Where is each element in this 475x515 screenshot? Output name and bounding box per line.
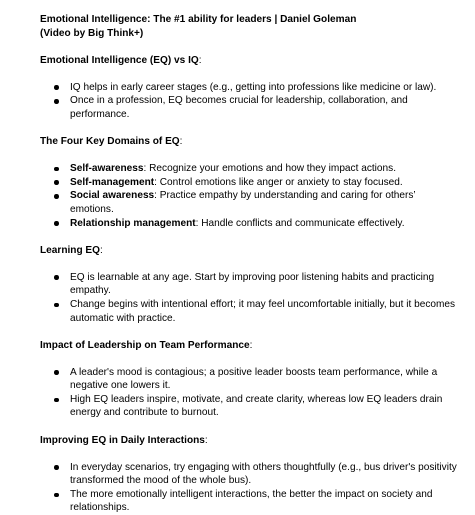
section-heading-colon: :: [204, 434, 208, 446]
list-item-text: The more emotionally intelligent interactions, the better the impact on society and relationships.: [70, 488, 433, 514]
bullet-icon: [54, 99, 59, 104]
bullet-icon: [54, 221, 59, 226]
bullet-icon: [54, 85, 59, 90]
list-item: [40, 488, 460, 515]
list-item: [40, 94, 460, 121]
section-heading-text: Improving EQ in Daily Interactions: [40, 434, 205, 446]
bullet-icon: [54, 180, 59, 185]
bullet-icon: [54, 167, 59, 172]
bullet-list: [40, 461, 460, 515]
section-heading: [40, 339, 460, 353]
bullet-list: [40, 366, 460, 420]
list-item-text: : Handle conflicts and communicate effectively.: [195, 217, 405, 229]
bullet-icon: [54, 275, 59, 280]
bullet-icon: [54, 194, 59, 199]
list-item: [40, 461, 460, 488]
section-heading-colon: :: [198, 54, 202, 66]
bullet-icon: [54, 303, 59, 308]
document-subtitle: (Video by Big Think+): [40, 27, 144, 39]
section-heading-text: The Four Key Domains of EQ: [40, 136, 180, 148]
bullet-icon: [54, 398, 59, 403]
bullet-icon: [54, 370, 59, 375]
section-heading-text: Emotional Intelligence (EQ) vs IQ: [40, 54, 199, 66]
list-item-text: Once in a profession, EQ becomes crucial for leadership, collaboration, and performance.: [70, 95, 408, 120]
section-heading: [40, 54, 460, 68]
list-item: [40, 217, 460, 231]
list-item-text: Change begins with intentional effort; it may feel uncomfortable initially, but it becomes automatic with practice.: [70, 298, 456, 324]
list-item: [40, 176, 460, 190]
bullet-list: [40, 81, 460, 122]
list-item-text: : Control emotions like anger or anxiety to stay focused.: [154, 176, 403, 188]
list-item-lead: Relationship management: [70, 217, 196, 229]
section-heading-colon: :: [179, 136, 183, 148]
list-item-text: : Practice empathy by understanding and caring for others’ emotions.: [70, 190, 416, 215]
section-heading-colon: :: [100, 244, 103, 256]
section-heading-text: Learning EQ: [40, 244, 101, 256]
list-item: [40, 366, 460, 393]
bullet-list: [40, 271, 460, 325]
list-item-lead: Social awareness: [70, 190, 155, 202]
list-item-text: High EQ leaders inspire, motivate, and create clarity, whereas low EQ leaders drain energy and contribute to burnout.: [70, 393, 443, 419]
list-item-text: EQ is learnable at any age. Start by improving poor listening habits and practicing empathy.: [70, 271, 435, 297]
bullet-icon: [54, 465, 59, 470]
list-item-text: : Recognize your emotions and how they impact actions.: [143, 163, 396, 175]
list-item: [40, 162, 460, 176]
bullet-icon: [54, 493, 59, 498]
section-heading-colon: :: [249, 339, 253, 351]
list-item-text: IQ helps in early career stages (e.g., getting into professions like medicine or law).: [70, 81, 437, 93]
list-item-lead: Self-awareness: [70, 163, 144, 175]
list-item: [40, 298, 460, 325]
list-item: [40, 189, 460, 216]
section-heading: [40, 135, 460, 149]
list-item: [40, 81, 460, 95]
section-heading-text: Impact of Leadership on Team Performance: [40, 339, 250, 351]
list-item-lead: Self-management: [70, 176, 155, 188]
section-heading: [40, 434, 460, 448]
section-heading: [40, 244, 460, 258]
bullet-list: [40, 162, 460, 230]
list-item: [40, 271, 460, 298]
document-title: Emotional Intelligence: The #1 ability for leaders | Daniel Goleman: [40, 14, 357, 25]
list-item: [40, 393, 460, 420]
list-item-text: In everyday scenarios, try engaging with others thoughtfully (e.g., bus driver's positivity transformed the mood of the whole bus).: [70, 461, 457, 487]
document-page: [40, 13, 460, 515]
list-item-text: A leader's mood is contagious; a positive leader boosts team performance, while a negative one lowers it.: [70, 366, 438, 392]
